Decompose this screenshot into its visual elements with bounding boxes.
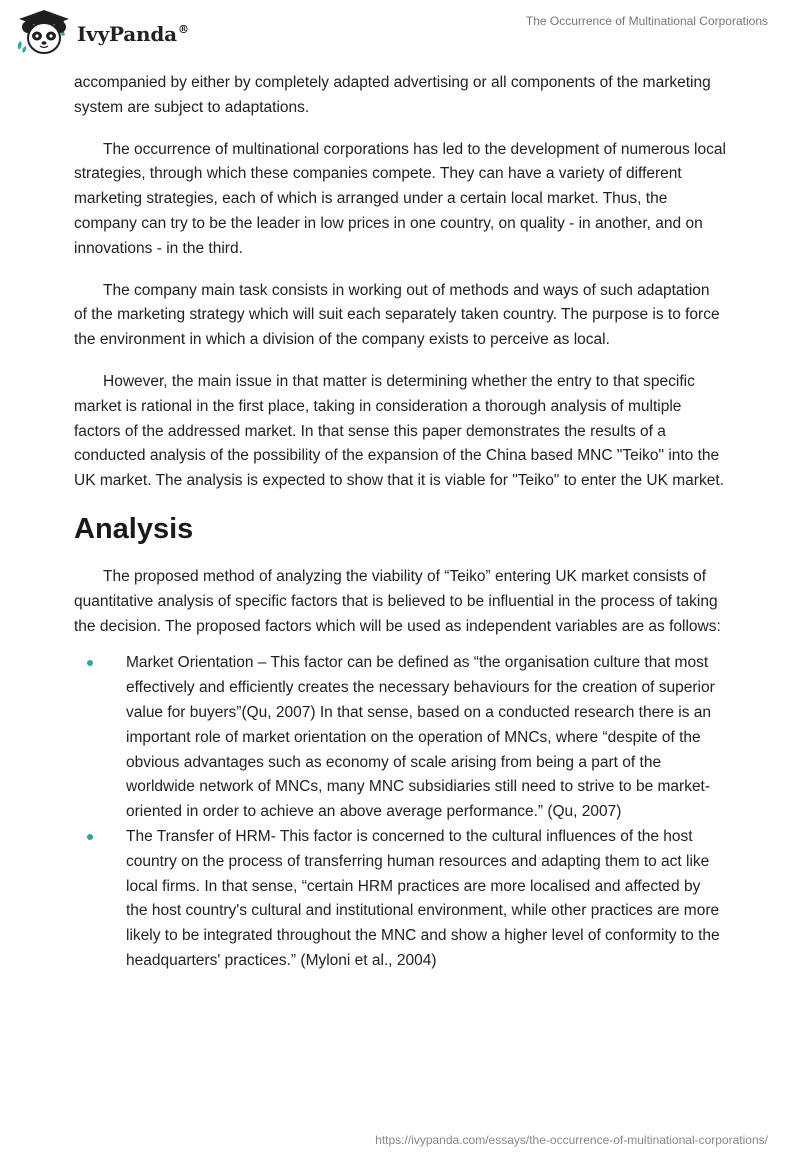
- list-item: [74, 651, 726, 825]
- document-title: The Occurrence of Multinational Corporations: [525, 14, 768, 28]
- list-item: [74, 825, 726, 974]
- brand-logo[interactable]: [13, 6, 189, 58]
- paragraph: accompanied by either by completely adapted advertising or all components of the marketing system are subject to adaptations.: [74, 74, 711, 116]
- bullet-icon: [87, 834, 93, 840]
- bullet-icon: [87, 660, 93, 666]
- list-item-text: The Transfer of HRM- This factor is concerned to the cultural influences of the host country on the process of transferring human resources and adapting them to act like local firms. In that sense, “certain HRM practices are more localised and affected by the host country's cultural and institutional environment, while other practices are more likely to be integrated throughout the MNC and show a higher level of conformity to the headquarters' practices.” (Myloni et al., 2004): [126, 827, 720, 969]
- paragraph: The company main task consists in working out of methods and ways of such adaptation of the marketing strategy which will suit each separately taken country. The purpose is to force the environment in which a division of the company exists to perceive as local.: [74, 281, 720, 349]
- brand-name: IvyPanda®: [77, 22, 189, 46]
- paragraph: However, the main issue in that matter is determining whether the entry to that specific market is rational in the first place, taking in consideration a thorough analysis of multiple factors of the addressed market. In that sense this paper demonstrates the results of a conducted analysis of the possibility of the expansion of the China based MNC "Teiko" into the UK market. The analysis is expected to show that it is viable for "Teiko" to enter the UK market.: [74, 372, 724, 490]
- list-item-text: Market Orientation – This factor can be defined as “the organisation culture that most effectively and efficiently creates the necessary behaviours for the creation of superior value for buyers”(Qu, 2007) In that sense, based on a conducted research there is an important role of market orientation on the operation of MNCs, where “despite of the obvious advantages such as economy of scale arising from being a part of the worldwide network of MNCs, many MNC subsidiaries still need to strive to be market-oriented in order to achieve an above average performance.” (Qu, 2007): [126, 654, 715, 821]
- panda-graduate-icon: [13, 6, 75, 58]
- paragraph: The proposed method of analyzing the viability of “Teiko” entering UK market consists of quantitative analysis of specific factors that is believed to be influential in the process of taking the decision. The proposed factors which will be used as independent variables are as follows:: [74, 567, 721, 635]
- source-url-link[interactable]: https://ivypanda.com/essays/the-occurrence-of-multinational-corporations/: [375, 1133, 768, 1147]
- section-heading: Analysis: [74, 512, 194, 545]
- paragraph: The occurrence of multinational corporations has led to the development of numerous local strategies, through which these companies compete. They can have a variety of different marketing strategies, each of which is arranged under a certain local market. Thus, the company can try to be the leader in low prices in one country, on quality - in another, and on innovations - in the third.: [74, 140, 726, 257]
- factor-list: [74, 651, 726, 973]
- page-header: [0, 0, 800, 60]
- registered-mark: ®: [177, 23, 189, 36]
- essay-body: [74, 71, 726, 974]
